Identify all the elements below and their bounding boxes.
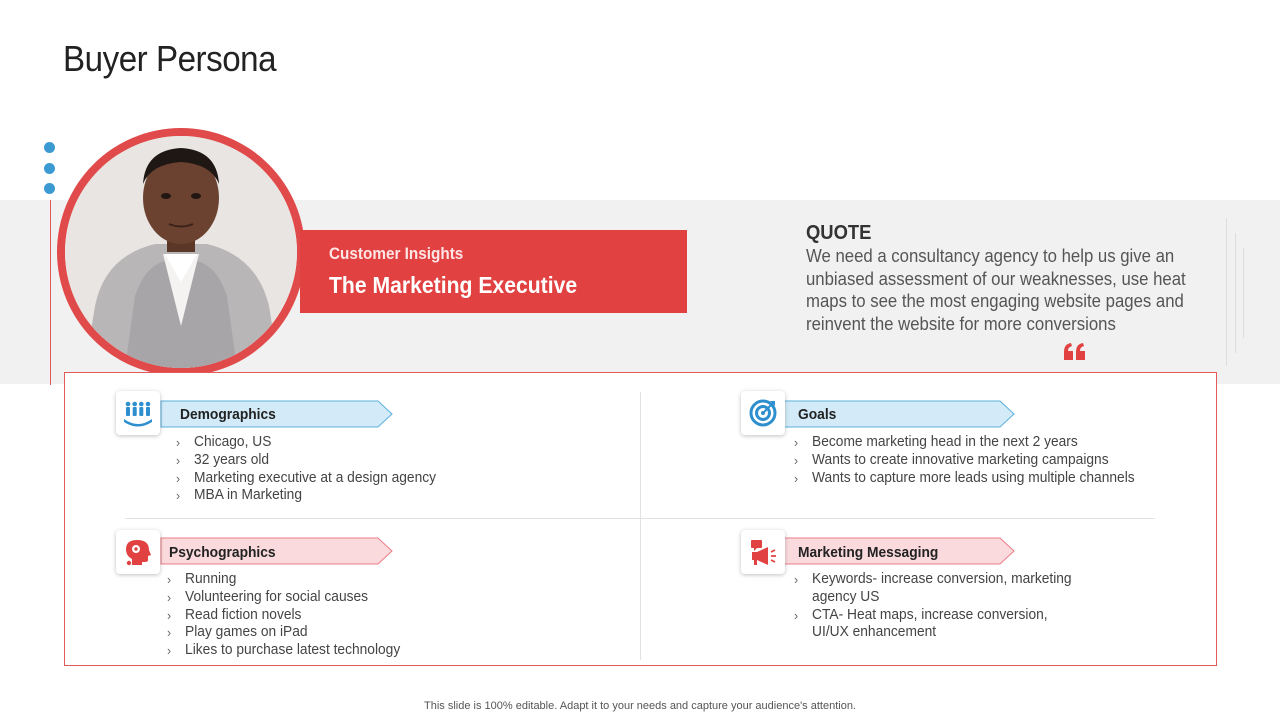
footer-note: This slide is 100% editable. Adapt it to your needs and capture your audience's attention. bbox=[424, 700, 856, 712]
insights-subtitle: Customer Insights bbox=[329, 244, 464, 263]
persona-role: The Marketing Executive bbox=[329, 272, 578, 298]
list-item: › MBA in Marketing bbox=[176, 487, 594, 505]
dot bbox=[44, 142, 55, 153]
psychographics-list bbox=[167, 571, 607, 660]
list-item: › Running bbox=[167, 571, 585, 589]
list-item: › Become marketing head in the next 2 years bbox=[794, 434, 1193, 452]
customer-insights-box bbox=[300, 230, 687, 313]
list-item: › Wants to capture more leads using multiple channels bbox=[794, 470, 1193, 488]
psychographics-icon-box bbox=[116, 530, 160, 574]
decorative-line bbox=[1243, 248, 1244, 338]
target-icon bbox=[748, 398, 778, 428]
dot bbox=[44, 163, 55, 174]
list-item: › Keywords- increase conversion, marketing agency US bbox=[794, 571, 1079, 607]
quote-heading: QUOTE bbox=[806, 222, 872, 244]
divider bbox=[640, 392, 641, 660]
decorative-dots bbox=[44, 142, 55, 204]
list-item: › 32 years old bbox=[176, 452, 594, 470]
demographics-icon-box bbox=[116, 391, 160, 435]
quote-icon bbox=[1063, 340, 1087, 367]
messaging-list bbox=[794, 571, 1094, 642]
divider bbox=[125, 518, 1155, 519]
goals-icon-box bbox=[741, 391, 785, 435]
demographics-label: Demographics bbox=[180, 406, 276, 423]
messaging-label: Marketing Messaging bbox=[798, 544, 939, 561]
goals-list bbox=[794, 434, 1214, 487]
head-brain-icon bbox=[123, 537, 153, 567]
quote-text: We need a consultancy agency to help us give an unbiased assessment of our weaknesses, use heat maps to see the most engaging website pages and reinvent the website for more conversions bbox=[806, 246, 1186, 334]
list-item: › Likes to purchase latest technology bbox=[167, 642, 585, 660]
messaging-icon-box bbox=[741, 530, 785, 574]
users-group-icon bbox=[122, 397, 154, 429]
list-item: › Play games on iPad bbox=[167, 624, 585, 642]
decorative-line bbox=[50, 200, 51, 385]
page-title: Buyer Persona bbox=[63, 38, 277, 79]
list-item: › Read fiction novels bbox=[167, 607, 585, 625]
dot bbox=[44, 183, 55, 194]
decorative-line bbox=[1235, 233, 1236, 353]
list-item: › Volunteering for social causes bbox=[167, 589, 585, 607]
demographics-list bbox=[176, 434, 616, 505]
avatar bbox=[65, 136, 297, 368]
goals-label: Goals bbox=[798, 406, 837, 423]
megaphone-icon bbox=[748, 537, 778, 567]
list-item: › Marketing executive at a design agency bbox=[176, 470, 594, 488]
psychographics-label: Psychographics bbox=[169, 544, 276, 561]
list-item: › Chicago, US bbox=[176, 434, 594, 452]
decorative-line bbox=[1226, 218, 1227, 366]
list-item: › Wants to create innovative marketing campaigns bbox=[794, 452, 1193, 470]
list-item: › CTA- Heat maps, increase conversion, UI/UX enhancement bbox=[794, 607, 1079, 643]
